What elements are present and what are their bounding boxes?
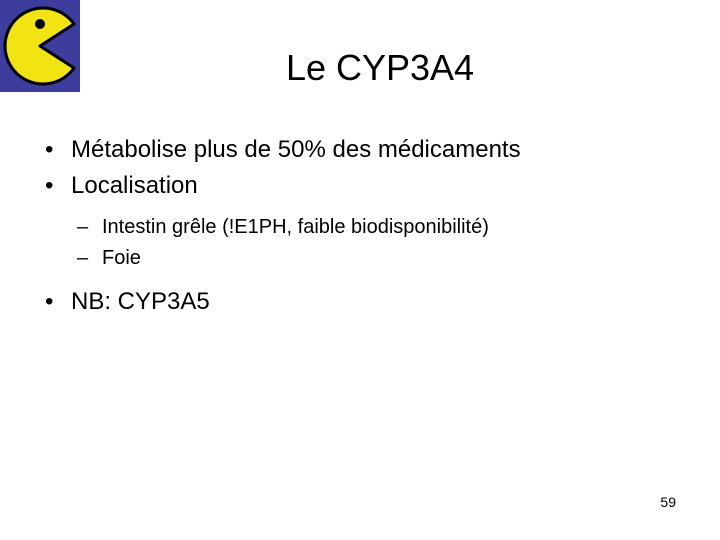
bullet-text: Métabolise plus de 50% des médicaments bbox=[71, 136, 521, 163]
bullet-item bbox=[45, 284, 685, 320]
bullet-item bbox=[45, 168, 685, 204]
bullet-marker: • bbox=[45, 288, 54, 315]
pacman-icon bbox=[0, 0, 80, 92]
bullet-text: NB: CYP3A5 bbox=[71, 288, 210, 315]
page-number: 59 bbox=[660, 494, 676, 510]
bullet-item bbox=[45, 132, 685, 168]
bullet-text: Localisation bbox=[71, 172, 198, 199]
sub-bullet-text: Foie bbox=[102, 247, 141, 269]
sub-bullet-marker: – bbox=[77, 216, 89, 238]
bullet-marker: • bbox=[45, 136, 54, 163]
bullet-marker: • bbox=[45, 172, 54, 199]
pacman-logo bbox=[0, 0, 80, 92]
sub-bullet-list bbox=[77, 212, 685, 274]
bullet-list bbox=[45, 132, 685, 320]
sub-bullet-text: Intestin grêle (!E1PH, faible biodisponibilité) bbox=[102, 216, 489, 238]
slide-title: Le CYP3A4 bbox=[285, 47, 475, 88]
sub-bullet-marker: – bbox=[77, 247, 89, 269]
sub-bullet-item bbox=[77, 212, 685, 243]
sub-bullet-item bbox=[77, 243, 685, 274]
